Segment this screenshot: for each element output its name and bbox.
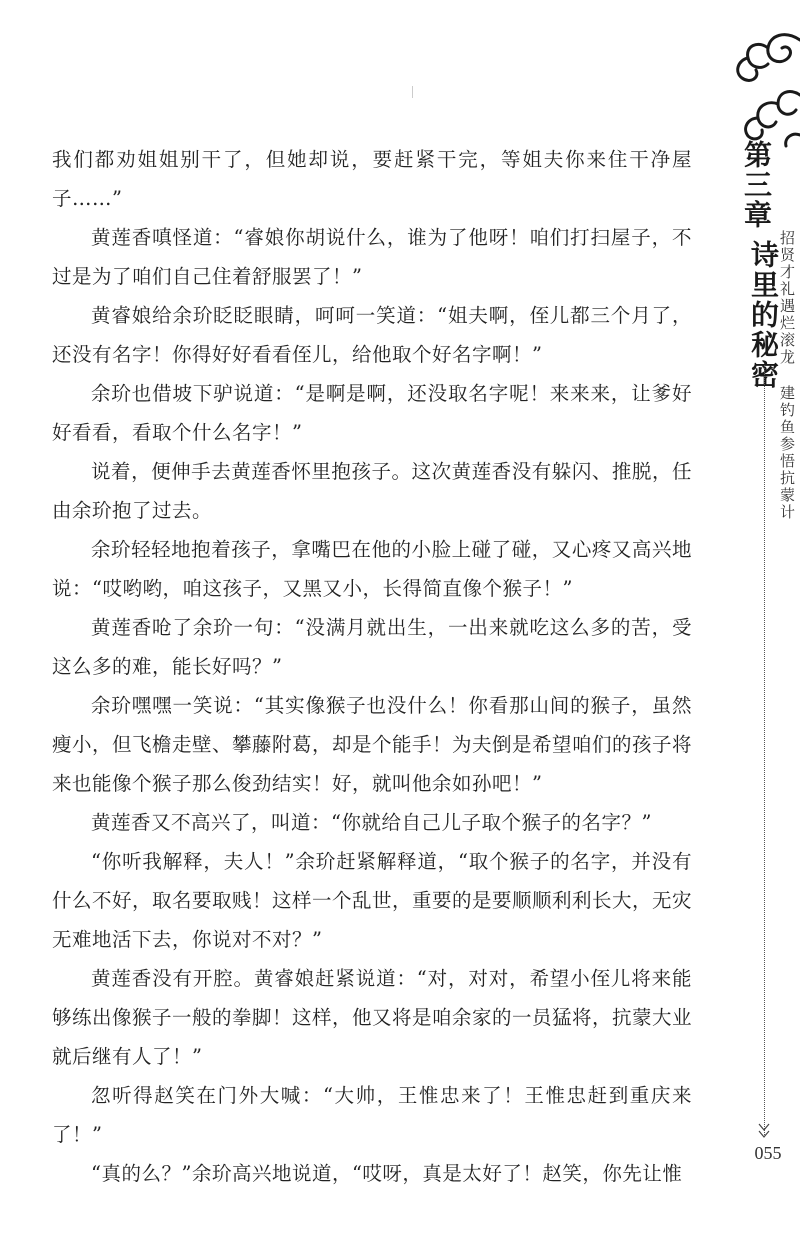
scan-mark	[412, 86, 413, 98]
chapter-title: 诗里的秘密	[747, 240, 780, 390]
chapter-label: 第三章	[740, 140, 773, 230]
paragraph: 余玠也借坡下驴说道：“是啊是啊，还没取名字呢！来来来，让爹好好看看，看取个什么名字！”	[52, 382, 692, 444]
paragraph: 忽听得赵笑在门外大喊：“大帅，王惟忠来了！王惟忠赶到重庆来了！”	[52, 1084, 692, 1146]
paragraph: 黄莲香又不高兴了，叫道：“你就给自己儿子取个猴子的名字？”	[91, 811, 652, 834]
page-number: 055	[754, 1143, 782, 1163]
chapter-subtitle-1: 招贤才礼遇烂滚龙	[778, 230, 796, 366]
margin-dotted-rule	[764, 365, 765, 1135]
chapter-subtitle-2: 建钓鱼参悟抗蒙计	[778, 385, 796, 521]
paragraph: 黄莲香呛了余玠一句：“没满月就出生，一出来就吃这么多的苦，受这么多的难，能长好吗？”	[52, 616, 692, 678]
paragraph: 余玠嘿嘿一笑说：“其实像猴子也没什么！你看那山间的猴子，虽然瘦小，但飞檐走壁、攀藤附葛，却是个能手！为夫倒是希望咱们的孩子将来也能像个猴子那么俊劲结实！好，就叫他余如孙吧！”	[52, 694, 693, 795]
paragraph: 黄莲香没有开腔。黄睿娘赶紧说道：“对，对对，希望小侄儿将来能够练出像猴子一般的拳脚！这样，他又将是咱余家的一员猛将，抗蒙大业就后继有人了！”	[52, 967, 693, 1068]
body-text	[52, 140, 692, 1193]
paragraph: 说着，便伸手去黄莲香怀里抱孩子。这次黄莲香没有躲闪、推脱，任由余玠抱了过去。	[52, 460, 692, 522]
cloud-ornament-icon	[690, 0, 800, 150]
paragraph: 黄睿娘给余玠眨眨眼睛，呵呵一笑道：“姐夫啊，侄儿都三个月了，还没有名字！你得好好看看侄儿，给他取个好名字啊！”	[52, 304, 692, 366]
paragraph: “真的么？”余玠高兴地说道，“哎呀，真是太好了！赵笑，你先让惟	[91, 1162, 683, 1185]
paragraph: 余玠轻轻地抱着孩子，拿嘴巴在他的小脸上碰了碰，又心疼又高兴地说：“哎哟哟，咱这孩子，又黑又小，长得简直像个猴子！”	[52, 538, 692, 600]
paragraph: “你听我解释，夫人！”余玠赶紧解释道，“取个猴子的名字，并没有什么不好，取名要取贱！这样一个乱世，重要的是要顺顺利利长大，无灾无难地活下去，你说对不对？”	[52, 850, 693, 951]
chevron-down-icon	[757, 1122, 771, 1142]
paragraph: 我们都劝姐姐别干了，但她却说，要赶紧干完，等姐夫你来住干净屋子……”	[52, 148, 692, 210]
paragraph: 黄莲香嗔怪道：“睿娘你胡说什么，谁为了他呀！咱们打扫屋子，不过是为了咱们自己住着舒服罢了！”	[52, 226, 692, 288]
